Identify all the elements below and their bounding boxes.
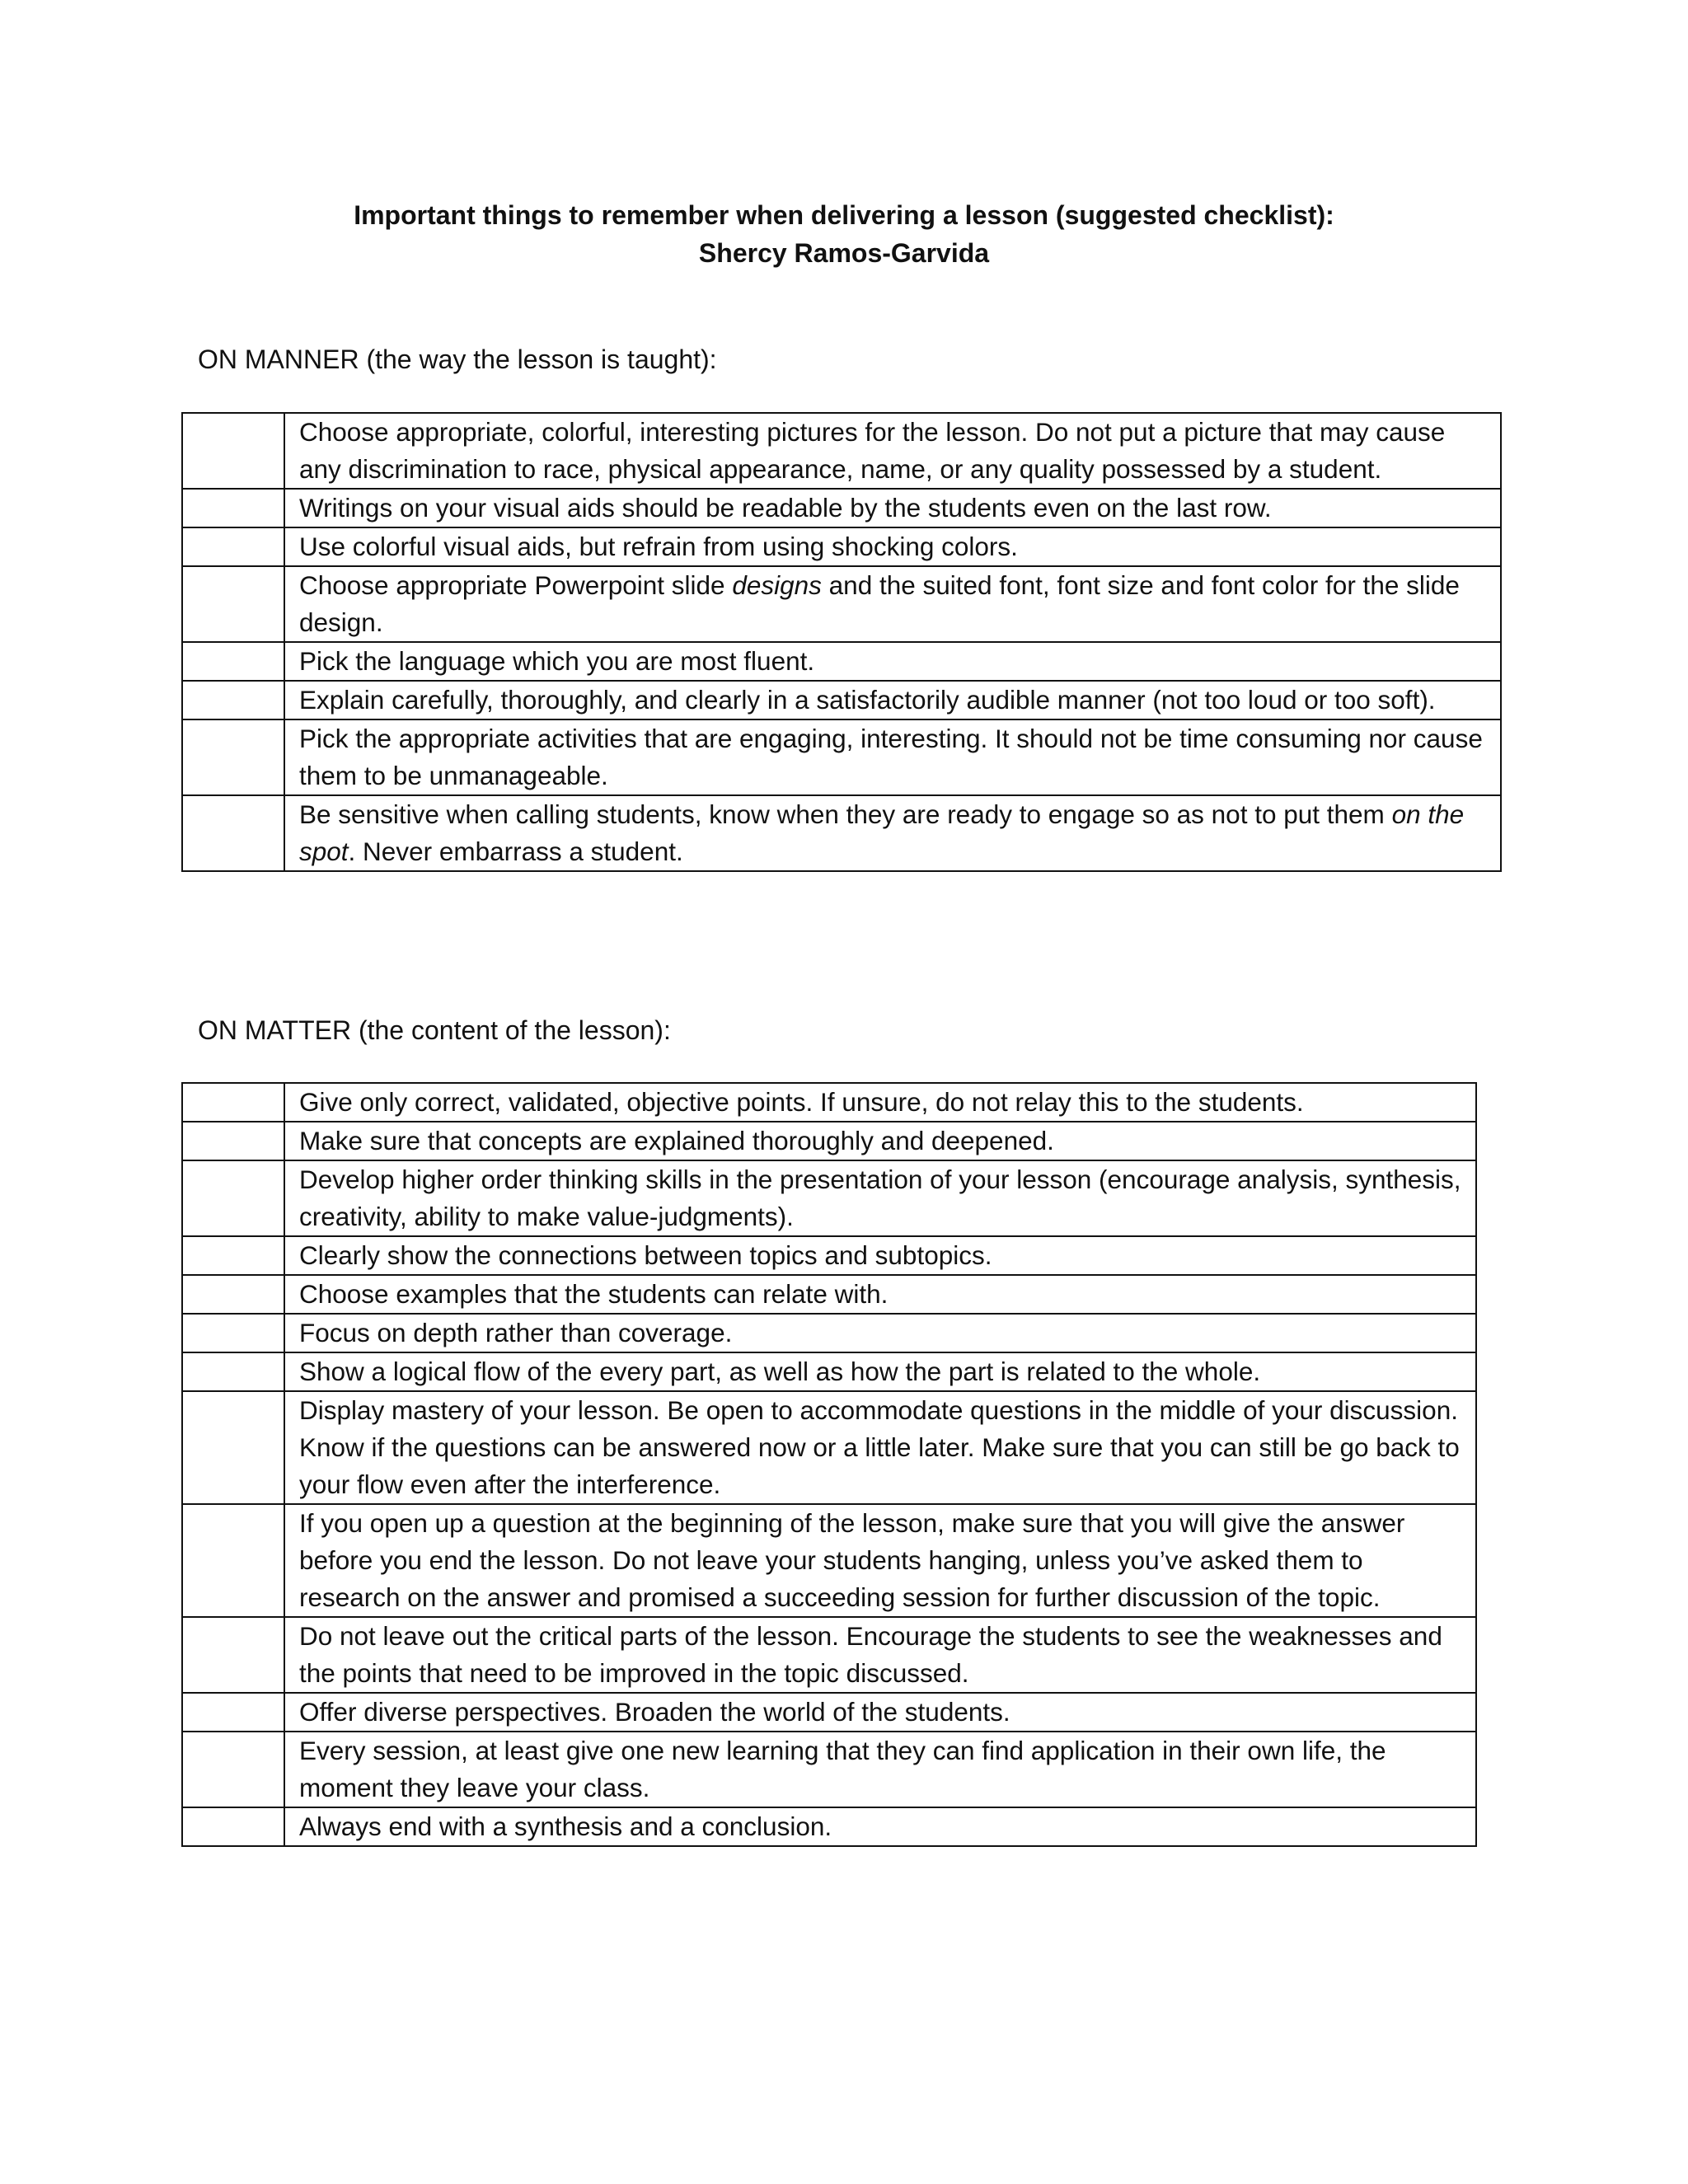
- matter-checklist-row: [182, 1275, 1476, 1314]
- checklist-item-text: Explain carefully, thoroughly, and clearly in a satisfactorily audible manner (not too loud or too soft).: [284, 681, 1501, 719]
- checkbox-cell[interactable]: [182, 489, 284, 527]
- checkbox-cell[interactable]: [182, 719, 284, 795]
- item-text-part: . Never embarrass a student.: [348, 837, 683, 866]
- checkbox-cell[interactable]: [182, 795, 284, 871]
- matter-checklist-body: [182, 1083, 1476, 1846]
- checkbox-cell[interactable]: [182, 1732, 284, 1807]
- item-text-part: Choose appropriate Powerpoint slide: [299, 570, 733, 600]
- item-text-emphasis: designs: [732, 570, 822, 600]
- checkbox-cell[interactable]: [182, 1083, 284, 1122]
- checkbox-cell[interactable]: [182, 1504, 284, 1617]
- matter-checklist-row: [182, 1083, 1476, 1122]
- matter-section-heading: ON MATTER (the content of the lesson):: [198, 1015, 671, 1045]
- checklist-item-text: Writings on your visual aids should be readable by the students even on the last row.: [284, 489, 1501, 527]
- checklist-item-text: Display mastery of your lesson. Be open to accommodate questions in the middle of your discussion. Know if the questions can be answered now or a little later. Make sure that you can still be go back to your flow even after the interference.: [284, 1391, 1476, 1504]
- manner-checklist-row: [182, 566, 1501, 642]
- checklist-item-text: Offer diverse perspectives. Broaden the world of the students.: [284, 1693, 1476, 1732]
- matter-checklist-row: [182, 1236, 1476, 1275]
- checklist-item-text: Show a logical flow of the every part, as well as how the part is related to the whole.: [284, 1352, 1476, 1391]
- matter-checklist-row: [182, 1314, 1476, 1352]
- checklist-item-text: Use colorful visual aids, but refrain from using shocking colors.: [284, 527, 1501, 566]
- checkbox-cell[interactable]: [182, 566, 284, 642]
- manner-checklist-row: [182, 642, 1501, 681]
- matter-checklist-row: [182, 1160, 1476, 1236]
- checkbox-cell[interactable]: [182, 1314, 284, 1352]
- checkbox-cell[interactable]: [182, 1693, 284, 1732]
- matter-checklist-row: [182, 1693, 1476, 1732]
- checklist-item-text: Develop higher order thinking skills in the presentation of your lesson (encourage analysis, synthesis, creativity, ability to make value-judgments).: [284, 1160, 1476, 1236]
- document-header: [0, 196, 1688, 272]
- checklist-item-text: Pick the appropriate activities that are engaging, interesting. It should not be time consuming nor cause them to be unmanageable.: [284, 719, 1501, 795]
- matter-checklist-row: [182, 1504, 1476, 1617]
- checklist-item-text: Every session, at least give one new learning that they can find application in their own life, the moment they leave your class.: [284, 1732, 1476, 1807]
- checkbox-cell[interactable]: [182, 1352, 284, 1391]
- checklist-item-text: Choose examples that the students can relate with.: [284, 1275, 1476, 1314]
- checklist-item-text: Give only correct, validated, objective points. If unsure, do not relay this to the students.: [284, 1083, 1476, 1122]
- item-text-emphasis: on the spot: [299, 799, 1465, 866]
- checklist-item-text: [284, 795, 1501, 871]
- manner-checklist-body: [182, 413, 1501, 871]
- checklist-item-text: Always end with a synthesis and a conclusion.: [284, 1807, 1476, 1846]
- checkbox-cell[interactable]: [182, 413, 284, 489]
- checkbox-cell[interactable]: [182, 1236, 284, 1275]
- manner-checklist-row: [182, 795, 1501, 871]
- matter-checklist-row: [182, 1352, 1476, 1391]
- checkbox-cell[interactable]: [182, 1391, 284, 1504]
- checklist-item-text: Make sure that concepts are explained thoroughly and deepened.: [284, 1122, 1476, 1160]
- matter-checklist-table: [181, 1082, 1477, 1847]
- checkbox-cell[interactable]: [182, 681, 284, 719]
- checklist-item-text: Choose appropriate, colorful, interesting pictures for the lesson. Do not put a picture that may cause any discrimination to race, physical appearance, name, or any quality possessed by a student.: [284, 413, 1501, 489]
- checkbox-cell[interactable]: [182, 1807, 284, 1846]
- document-author: Shercy Ramos-Garvida: [698, 238, 990, 268]
- checklist-item-text: Focus on depth rather than coverage.: [284, 1314, 1476, 1352]
- checkbox-cell[interactable]: [182, 1122, 284, 1160]
- item-text-part: Be sensitive when calling students, know when they are ready to engage so as not to put them: [299, 799, 1392, 829]
- manner-checklist-row: [182, 489, 1501, 527]
- checklist-item-text: Clearly show the connections between topics and subtopics.: [284, 1236, 1476, 1275]
- matter-checklist-row: [182, 1807, 1476, 1846]
- manner-checklist-row: [182, 719, 1501, 795]
- checkbox-cell[interactable]: [182, 527, 284, 566]
- manner-checklist-row: [182, 681, 1501, 719]
- item-text-part: and the suited font, font size and font color for the slide design.: [299, 570, 1460, 637]
- matter-checklist-row: [182, 1732, 1476, 1807]
- checkbox-cell[interactable]: [182, 1160, 284, 1236]
- manner-checklist-table: [181, 412, 1502, 872]
- checklist-item-text: [284, 566, 1501, 642]
- manner-checklist-row: [182, 527, 1501, 566]
- checkbox-cell[interactable]: [182, 642, 284, 681]
- document-title: Important things to remember when delivering a lesson (suggested checklist):: [354, 200, 1334, 230]
- manner-section-heading: ON MANNER (the way the lesson is taught):: [198, 344, 717, 374]
- checklist-item-text: Do not leave out the critical parts of the lesson. Encourage the students to see the weaknesses and the points that need to be improved in the topic discussed.: [284, 1617, 1476, 1693]
- matter-checklist-row: [182, 1391, 1476, 1504]
- checkbox-cell[interactable]: [182, 1275, 284, 1314]
- checklist-item-text: If you open up a question at the beginning of the lesson, make sure that you will give the answer before you end the lesson. Do not leave your students hanging, unless you’ve asked them to research on the answer and promised a succeeding session for further discussion of the topic.: [284, 1504, 1476, 1617]
- matter-checklist-row: [182, 1122, 1476, 1160]
- manner-checklist-row: [182, 413, 1501, 489]
- checklist-item-text: Pick the language which you are most fluent.: [284, 642, 1501, 681]
- checkbox-cell[interactable]: [182, 1617, 284, 1693]
- matter-checklist-row: [182, 1617, 1476, 1693]
